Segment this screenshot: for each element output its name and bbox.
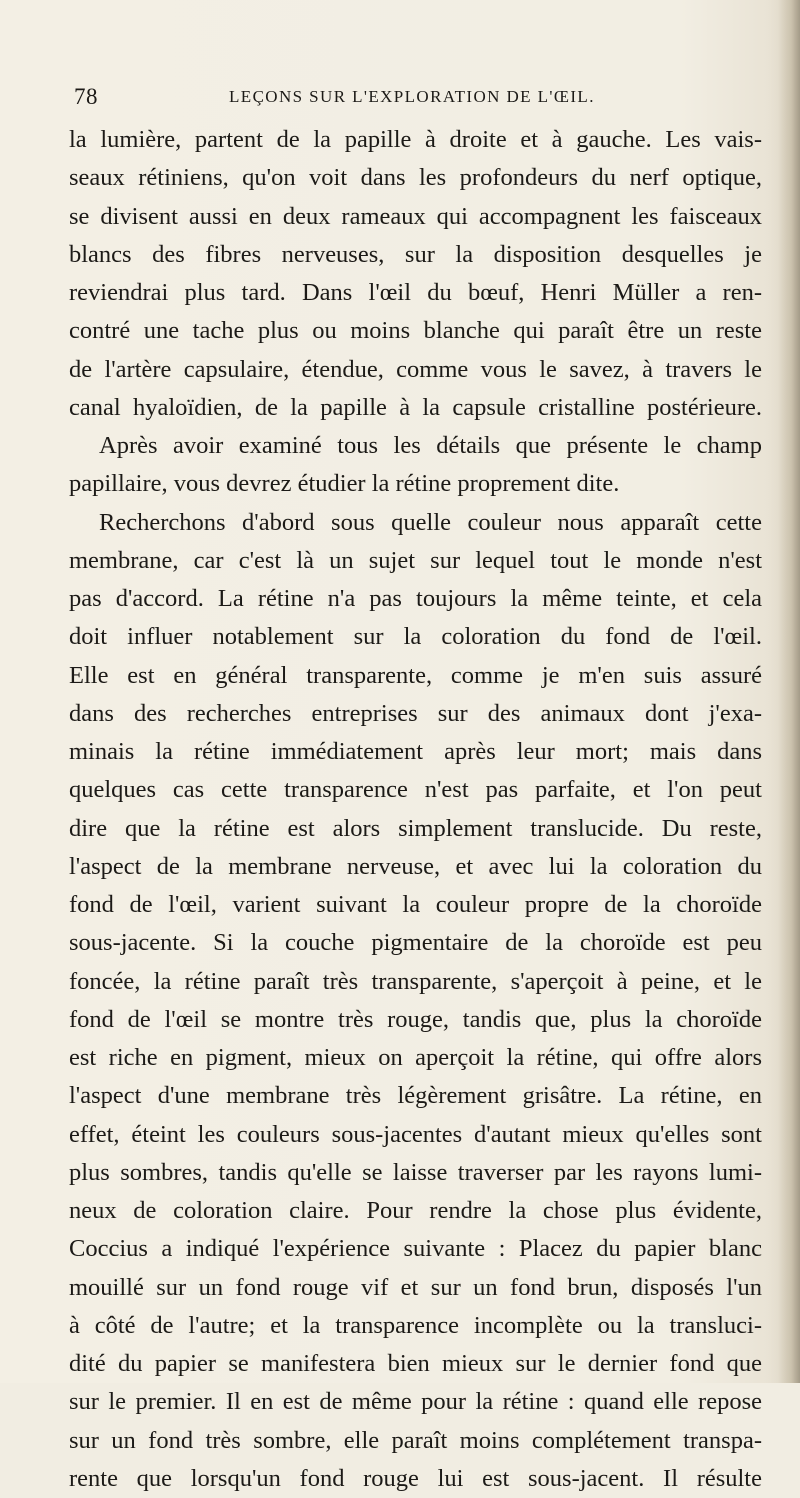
text-line: plus sombres, tandis qu'elle se laisse traverser par les rayons lumi- [69,1158,762,1186]
text-line: est riche en pigment, mieux on aperçoit la rétine, qui offre alors [69,1044,762,1071]
text-line: papillaire, vous devrez étudier la rétine proprement dite. [69,470,620,498]
text-line: pas d'accord. La rétine n'a pas toujours la même teinte, et cela [69,585,762,612]
text-line: doit influer notablement sur la coloration du fond de l'œil. [69,623,762,651]
text-line: Recherchons d'abord sous quelle couleur nous apparaît cette [99,508,762,536]
page-edge [778,0,800,1383]
text-line: neux de coloration claire. Pour rendre la chose plus évidente, [69,1197,762,1224]
text-line: Elle est en général transparente, comme je m'en suis assuré [69,661,762,689]
text-line: membrane, car c'est là un sujet sur lequel tout le monde n'est [69,546,762,574]
text-line: l'aspect de la membrane nerveuse, et avec lui la coloration du [69,852,762,880]
text-line: dire que la rétine est alors simplement translucide. Du reste, [69,814,762,842]
text-line: quelques cas cette transparence n'est pas parfaite, et l'on peut [69,776,762,804]
running-title: LEÇONS SUR L'EXPLORATION DE L'ŒIL. [229,87,595,106]
text-line: fond de l'œil, varient suivant la couleur propre de la choroïde [69,891,762,918]
text-line: Coccius a indiqué l'expérience suivante : Placez du papier blanc [69,1235,762,1263]
text-line: effet, éteint les couleurs sous-jacentes d'autant mieux qu'elles sont [69,1120,762,1148]
text-line: Après avoir examiné tous les détails que présente le champ [99,432,762,459]
text-line: dité du papier se manifestera bien mieux sur le dernier fond que [69,1350,762,1377]
body-text [69,121,762,1498]
text-line: sur un fond très sombre, elle paraît moins complétement transpa- [69,1426,762,1454]
text-line: canal hyaloïdien, de la papille à la capsule cristalline postérieure. [69,393,762,421]
text-line: se divisent aussi en deux rameaux qui accompagnent les faisceaux [69,202,762,230]
text-line: seaux rétiniens, qu'on voit dans les profondeurs du nerf optique, [69,164,762,192]
page-number: 78 [74,84,98,109]
page-header [74,82,764,112]
text-line: sous-jacente. Si la couche pigmentaire de la choroïde est peu [69,929,762,957]
text-line: minais la rétine immédiatement après leur mort; mais dans [69,738,762,765]
text-line: reviendrai plus tard. Dans l'œil du bœuf, Henri Müller a ren- [69,279,762,306]
text-line: foncée, la rétine paraît très transparente, s'aperçoit à peine, et le [69,967,762,995]
text-line: mouillé sur un fond rouge vif et sur un fond brun, disposés l'un [69,1273,762,1301]
text-line: fond de l'œil se montre très rouge, tandis que, plus la choroïde [69,1005,762,1033]
text-line: l'aspect d'une membrane très légèrement grisâtre. La rétine, en [69,1082,762,1110]
text-line: à côté de l'autre; et la transparence incomplète ou la transluci- [69,1311,762,1339]
text-line: blancs des fibres nerveuses, sur la disposition desquelles je [69,240,762,268]
text-line: de l'artère capsulaire, étendue, comme vous le savez, à travers le [69,355,762,383]
text-line: rente que lorsqu'un fond rouge lui est sous-jacent. Il résulte [69,1464,762,1492]
text-line: sur le premier. Il en est de même pour la rétine : quand elle repose [69,1388,762,1416]
text-line: la lumière, partent de la papille à droite et à gauche. Les vais- [69,126,762,153]
text-line: dans des recherches entreprises sur des animaux dont j'exa- [69,699,762,727]
text-line: contré une tache plus ou moins blanche qui paraît être un reste [69,317,762,345]
